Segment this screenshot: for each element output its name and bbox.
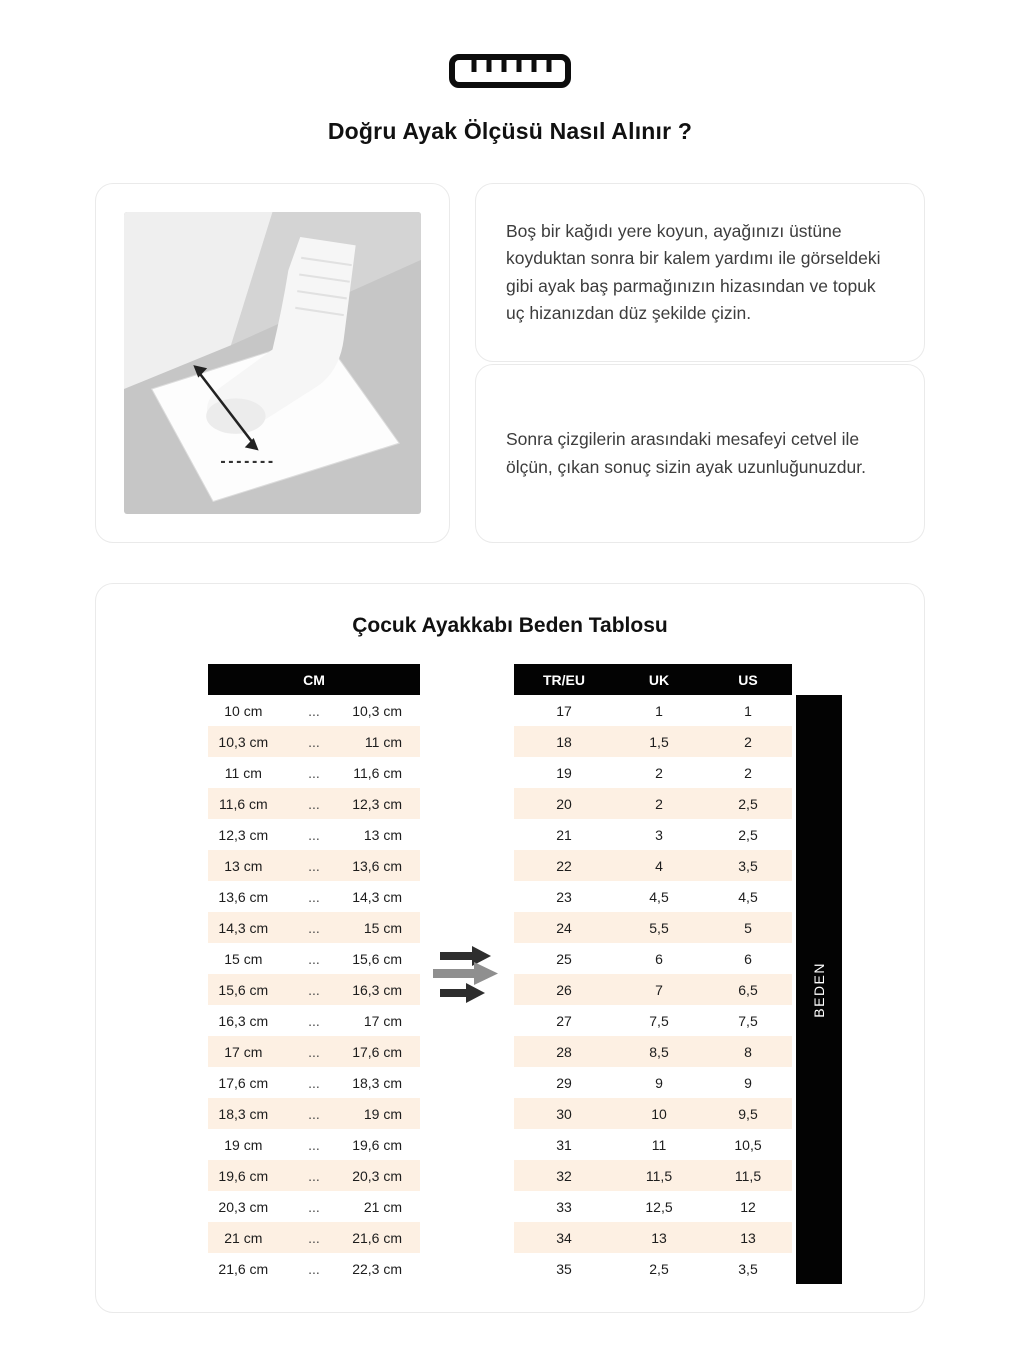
cm-table-row <box>208 974 420 1005</box>
uk-cell: 8,5 <box>649 1043 669 1060</box>
cm-to-cell: 11 cm <box>364 733 402 750</box>
treu-cell: 25 <box>556 950 572 967</box>
cm-from-cell: 20,3 cm <box>218 1198 269 1215</box>
range-dots: ... <box>308 795 320 812</box>
cm-from-cell: 11,6 cm <box>218 795 268 812</box>
size-conversion-table <box>514 664 792 1284</box>
us-cell: 4,5 <box>738 888 758 905</box>
treu-cell: 32 <box>556 1167 572 1184</box>
cm-to-cell: 16,3 cm <box>352 981 402 998</box>
treu-cell: 24 <box>556 919 572 936</box>
cm-to-cell: 21,6 cm <box>352 1229 402 1246</box>
uk-cell: 7,5 <box>649 1012 669 1029</box>
us-cell: 13 <box>740 1229 756 1246</box>
uk-cell: 2,5 <box>649 1260 669 1277</box>
cm-table-row <box>208 1129 420 1160</box>
size-table-row <box>514 912 792 943</box>
uk-cell: 1,5 <box>649 733 669 750</box>
cm-to-cell: 13 cm <box>363 826 402 843</box>
ruler-icon <box>95 50 925 92</box>
treu-cell: 23 <box>556 888 572 905</box>
cm-table-row <box>208 881 420 912</box>
cm-to-cell: 18,3 cm <box>352 1074 402 1091</box>
cm-to-cell: 19,6 cm <box>352 1136 402 1153</box>
size-chart-card <box>95 583 925 1313</box>
cm-from-cell: 13 cm <box>224 857 263 874</box>
cm-from-cell: 19 cm <box>224 1136 263 1153</box>
range-dots: ... <box>308 1105 320 1122</box>
us-cell: 7,5 <box>738 1012 758 1029</box>
instruction-steps <box>475 183 925 543</box>
cm-table-row <box>208 726 420 757</box>
uk-cell: 9 <box>655 1074 663 1091</box>
cm-table-row <box>208 1253 420 1284</box>
range-dots: ... <box>308 1229 320 1246</box>
size-guide-page <box>95 0 925 1313</box>
cm-from-cell: 12,3 cm <box>218 826 269 843</box>
cm-to-cell: 13,6 cm <box>352 857 402 874</box>
cm-from-cell: 13,6 cm <box>218 888 269 905</box>
range-dots: ... <box>308 981 320 998</box>
range-dots: ... <box>308 857 320 874</box>
size-table-row <box>514 1160 792 1191</box>
range-dots: ... <box>308 1260 320 1277</box>
cm-to-cell: 17 cm <box>363 1012 402 1029</box>
range-dots: ... <box>308 1074 320 1091</box>
us-cell: 3,5 <box>738 857 758 874</box>
beden-label: BEDEN <box>811 961 827 1018</box>
uk-cell: 11,5 <box>645 1167 673 1184</box>
cm-table-row <box>208 1067 420 1098</box>
cm-table-row <box>208 757 420 788</box>
beden-sidebar <box>796 695 842 1284</box>
range-dots: ... <box>308 1136 320 1153</box>
cm-from-cell: 14,3 cm <box>218 919 269 936</box>
us-cell: 9 <box>744 1074 752 1091</box>
uk-cell: 12,5 <box>645 1198 673 1215</box>
size-table-row <box>514 1253 792 1284</box>
size-table-row <box>514 1129 792 1160</box>
treu-cell: 21 <box>556 826 572 843</box>
size-chart-title: Çocuk Ayakkabı Beden Tablosu <box>352 614 668 637</box>
range-dots: ... <box>308 826 320 843</box>
cm-table-body <box>208 695 420 1284</box>
us-cell: 2 <box>744 733 752 750</box>
foot-measure-photo <box>124 212 421 514</box>
cm-table-row <box>208 1222 420 1253</box>
cm-table <box>208 664 420 1284</box>
cm-table-row <box>208 1098 420 1129</box>
cm-table-row <box>208 1005 420 1036</box>
treu-cell: 35 <box>556 1260 572 1277</box>
us-cell: 6,5 <box>738 981 758 998</box>
size-table-row <box>514 1191 792 1222</box>
cm-from-cell: 15,6 cm <box>218 981 269 998</box>
uk-cell: 7 <box>655 981 663 998</box>
range-dots: ... <box>308 888 320 905</box>
uk-cell: 1 <box>655 702 663 719</box>
us-cell: 2,5 <box>738 795 758 812</box>
cm-from-cell: 15 cm <box>224 950 263 967</box>
cm-to-cell: 10,3 cm <box>352 702 402 719</box>
uk-cell: 10 <box>651 1105 667 1122</box>
size-table-row <box>514 1222 792 1253</box>
transfer-arrows-icon <box>420 664 514 1284</box>
us-cell: 3,5 <box>738 1260 758 1277</box>
range-dots: ... <box>308 702 320 719</box>
treu-cell: 20 <box>556 795 572 812</box>
cm-to-cell: 11,6 cm <box>353 764 402 781</box>
size-table-row <box>514 819 792 850</box>
cm-table-row <box>208 819 420 850</box>
cm-from-cell: 17,6 cm <box>218 1074 269 1091</box>
cm-to-cell: 15 cm <box>363 919 402 936</box>
treu-cell: 27 <box>556 1012 572 1029</box>
range-dots: ... <box>308 1043 320 1060</box>
instruction-step-2 <box>475 364 925 543</box>
uk-cell: 2 <box>655 764 663 781</box>
size-table-row <box>514 1005 792 1036</box>
cm-to-cell: 12,3 cm <box>352 795 402 812</box>
cm-to-cell: 21 cm <box>363 1198 402 1215</box>
treu-cell: 18 <box>556 733 572 750</box>
cm-table-row <box>208 1160 420 1191</box>
treu-cell: 28 <box>556 1043 572 1060</box>
cm-from-cell: 18,3 cm <box>218 1105 269 1122</box>
size-table-header-treu: TR/EU <box>514 664 614 695</box>
cm-to-cell: 20,3 cm <box>352 1167 402 1184</box>
us-cell: 2,5 <box>738 826 758 843</box>
size-table-row <box>514 726 792 757</box>
size-table-row <box>514 1036 792 1067</box>
range-dots: ... <box>308 1198 320 1215</box>
treu-cell: 17 <box>556 702 572 719</box>
us-cell: 8 <box>744 1043 752 1060</box>
cm-table-row <box>208 912 420 943</box>
cm-table-row <box>208 695 420 726</box>
treu-cell: 26 <box>556 981 572 998</box>
size-table-row <box>514 757 792 788</box>
cm-from-cell: 19,6 cm <box>218 1167 269 1184</box>
size-table-row <box>514 1067 792 1098</box>
us-cell: 1 <box>744 702 752 719</box>
cm-from-cell: 21,6 cm <box>218 1260 269 1277</box>
cm-table-row <box>208 1191 420 1222</box>
us-cell: 9,5 <box>738 1105 758 1122</box>
foot-measure-photo-card <box>95 183 450 543</box>
range-dots: ... <box>308 950 320 967</box>
cm-table-row <box>208 850 420 881</box>
cm-to-cell: 17,6 cm <box>352 1043 402 1060</box>
cm-table-header: CM <box>208 664 420 695</box>
instruction-step-2-text: Sonra çizgilerin arasındaki mesafeyi cetvel ile ölçün, çıkan sonuç sizin ayak uzunluğunuzdur. <box>506 429 866 477</box>
size-table-header-uk: UK <box>614 664 704 695</box>
size-table-row <box>514 788 792 819</box>
size-table-row <box>514 695 792 726</box>
range-dots: ... <box>308 919 320 936</box>
range-dots: ... <box>308 764 320 781</box>
range-dots: ... <box>308 1012 320 1029</box>
uk-cell: 2 <box>655 795 663 812</box>
cm-to-cell: 14,3 cm <box>352 888 402 905</box>
cm-to-cell: 19 cm <box>363 1105 402 1122</box>
uk-cell: 4,5 <box>649 888 669 905</box>
cm-table-row <box>208 788 420 819</box>
uk-cell: 13 <box>651 1229 667 1246</box>
us-cell: 2 <box>744 764 752 781</box>
size-table-row <box>514 943 792 974</box>
us-cell: 10,5 <box>734 1136 762 1153</box>
cm-from-cell: 17 cm <box>224 1043 263 1060</box>
us-cell: 11,5 <box>734 1167 762 1184</box>
range-dots: ... <box>308 1167 320 1184</box>
us-cell: 12 <box>740 1198 756 1215</box>
cm-to-cell: 15,6 cm <box>352 950 402 967</box>
size-table-row <box>514 974 792 1005</box>
cm-from-cell: 16,3 cm <box>218 1012 269 1029</box>
size-table-header-us: US <box>704 664 792 695</box>
treu-cell: 34 <box>556 1229 572 1246</box>
cm-from-cell: 10,3 cm <box>218 733 269 750</box>
instruction-step-1-text: Boş bir kağıdı yere koyun, ayağınızı üstüne koyduktan sonra bir kalem yardımı ile görseldeki gibi ayak baş parmağınızın hizasından ve topuk uç hizanızdan düz şekilde çizin. <box>506 221 881 323</box>
us-cell: 5 <box>744 919 752 936</box>
size-table-row <box>514 1098 792 1129</box>
size-table-body <box>514 695 792 1284</box>
cm-to-cell: 22,3 cm <box>352 1260 402 1277</box>
uk-cell: 5,5 <box>649 919 669 936</box>
treu-cell: 22 <box>556 857 572 874</box>
measure-instructions-section <box>95 183 925 543</box>
treu-cell: 33 <box>556 1198 572 1215</box>
uk-cell: 11 <box>651 1136 667 1153</box>
treu-cell: 29 <box>556 1074 572 1091</box>
cm-table-row <box>208 943 420 974</box>
instruction-step-1 <box>475 183 925 362</box>
cm-from-cell: 11 cm <box>224 764 262 781</box>
size-chart-tables <box>96 664 924 1284</box>
uk-cell: 4 <box>655 857 663 874</box>
us-cell: 6 <box>744 950 752 967</box>
size-table-row <box>514 850 792 881</box>
size-table-row <box>514 881 792 912</box>
page-title: Doğru Ayak Ölçüsü Nasıl Alınır ? <box>327 118 693 144</box>
uk-cell: 3 <box>655 826 663 843</box>
cm-from-cell: 21 cm <box>224 1229 263 1246</box>
range-dots: ... <box>308 733 320 750</box>
cm-table-row <box>208 1036 420 1067</box>
treu-cell: 19 <box>556 764 572 781</box>
cm-from-cell: 10 cm <box>224 702 263 719</box>
treu-cell: 30 <box>556 1105 572 1122</box>
uk-cell: 6 <box>655 950 663 967</box>
treu-cell: 31 <box>556 1136 572 1153</box>
